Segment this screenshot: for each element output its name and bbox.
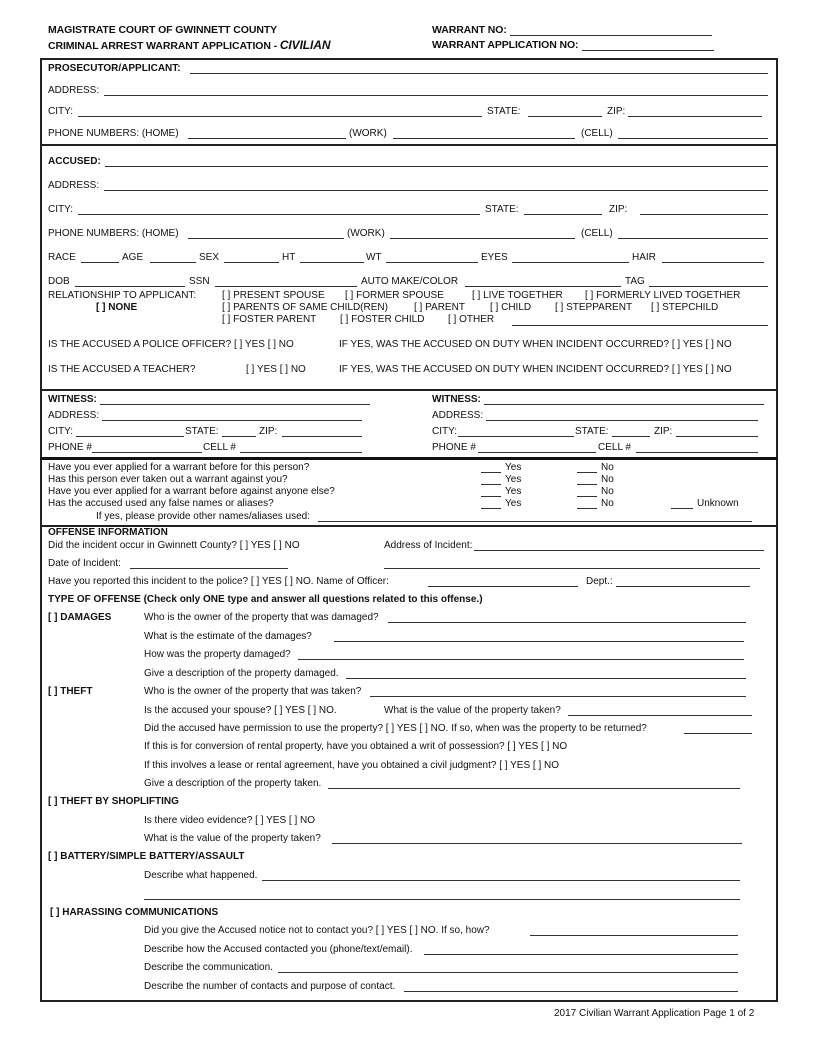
applicant-cell-field[interactable] — [618, 138, 768, 139]
accused-zip-label: ZIP: — [609, 204, 628, 215]
history-question: Has the accused used any false names or aliases? — [48, 498, 274, 509]
accused-work-field[interactable] — [390, 238, 575, 239]
witness2-phone-field[interactable] — [478, 452, 596, 453]
page-footer: 2017 Civilian Warrant Application Page 1 of 2 — [554, 1008, 755, 1019]
accused-state-field[interactable] — [524, 214, 602, 215]
accused-city-field[interactable] — [78, 214, 480, 215]
rel-none-checkbox[interactable]: [ ] NONE — [96, 302, 138, 313]
theft-spouse-question[interactable]: Is the accused your spouse? [ ] YES [ ] NO. — [144, 705, 337, 716]
section-divider — [40, 144, 778, 146]
witness1-zip-label: ZIP: — [259, 426, 278, 437]
harassing-communication-label: Describe the communication. — [144, 962, 273, 973]
officer-name-field[interactable] — [428, 586, 578, 587]
dob-field[interactable] — [75, 286, 185, 287]
warrant-no-field[interactable] — [510, 35, 712, 36]
rel-other-checkbox[interactable]: [ ] OTHER — [448, 314, 495, 325]
unknown-label: Unknown — [697, 498, 739, 509]
rel-child-checkbox[interactable]: [ ] CHILD — [490, 302, 532, 313]
theft-question: Who is the owner of the property that was taken? — [144, 686, 362, 697]
hair-label: HAIR — [632, 252, 656, 263]
damages-question: What is the estimate of the damages? — [144, 631, 312, 642]
witness2-name-field[interactable] — [484, 404, 764, 405]
witness2-address-label: ADDRESS: — [432, 410, 484, 421]
auto-field[interactable] — [465, 286, 621, 287]
theft-description-field[interactable] — [328, 788, 740, 789]
history-yes-field[interactable] — [481, 496, 501, 497]
rel-foster-parent-checkbox[interactable]: [ ] FOSTER PARENT — [222, 314, 317, 325]
ht-label: HT — [282, 252, 296, 263]
witness2-state-label: STATE: — [575, 426, 609, 437]
history-yes-field[interactable] — [481, 508, 501, 509]
race-label: RACE — [48, 252, 76, 263]
applicant-state-label: STATE: — [487, 106, 521, 117]
applicant-city-field[interactable] — [78, 116, 482, 117]
accused-cell-label: (CELL) — [581, 228, 613, 239]
shoplifting-checkbox[interactable]: [ ] THEFT BY SHOPLIFTING — [48, 796, 179, 807]
witness1-city-field[interactable] — [76, 436, 184, 437]
history-question: Have you ever applied for a warrant before for this person? — [48, 462, 310, 473]
history-unknown-field[interactable] — [671, 508, 693, 509]
witness2-label: WITNESS: — [432, 394, 481, 405]
witness1-name-field[interactable] — [100, 404, 370, 405]
accused-name-field[interactable] — [105, 166, 768, 167]
rel-stepparent-checkbox[interactable]: [ ] STEPPARENT — [555, 302, 633, 313]
age-field[interactable] — [150, 262, 196, 263]
form-title-civilian: CIVILIAN — [279, 38, 331, 52]
witness2-city-label: CITY: — [432, 426, 458, 437]
applicant-field[interactable] — [190, 73, 768, 74]
auto-label: AUTO MAKE/COLOR — [361, 276, 459, 287]
harassing-notice-field[interactable] — [530, 935, 738, 936]
battery-checkbox[interactable]: [ ] BATTERY/SIMPLE BATTERY/ASSAULT — [48, 851, 245, 862]
battery-describe-line2[interactable] — [144, 899, 740, 900]
eyes-field[interactable] — [512, 262, 629, 263]
witness1-phone-label: PHONE # — [48, 442, 92, 453]
police-officer-question[interactable]: IS THE ACCUSED A POLICE OFFICER? [ ] YES [ ] NO — [48, 339, 294, 350]
applicant-work-label: (WORK) — [349, 128, 387, 139]
witness1-state-label: STATE: — [185, 426, 219, 437]
applicant-city-label: CITY: — [48, 106, 74, 117]
teacher-on-duty-question[interactable]: IF YES, WAS THE ACCUSED ON DUTY WHEN INCIDENT OCCURRED? [ ] YES [ ] NO — [339, 364, 732, 375]
dept-label: Dept.: — [586, 576, 613, 587]
date-incident-label: Date of Incident: — [48, 558, 121, 569]
damages-owner-field[interactable] — [388, 622, 746, 623]
ssn-label: SSN — [189, 276, 210, 287]
rel-present-spouse-checkbox[interactable]: [ ] PRESENT SPOUSE — [222, 290, 325, 301]
witness1-city-label: CITY: — [48, 426, 74, 437]
ssn-field[interactable] — [215, 286, 357, 287]
history-no-field[interactable] — [577, 484, 597, 485]
witness2-phone-label: PHONE # — [432, 442, 476, 453]
theft-value-label: What is the value of the property taken? — [384, 705, 561, 716]
shoplifting-value-field[interactable] — [332, 843, 742, 844]
history-no-field[interactable] — [577, 496, 597, 497]
rel-parent-checkbox[interactable]: [ ] PARENT — [414, 302, 465, 313]
accused-address-label: ADDRESS: — [48, 180, 100, 191]
rel-formerly-lived-checkbox[interactable]: [ ] FORMERLY LIVED TOGETHER — [585, 290, 741, 301]
court-name: MAGISTRATE COURT OF GWINNETT COUNTY — [48, 24, 278, 36]
applicant-cell-label: (CELL) — [581, 128, 613, 139]
warrant-no-label: WARRANT NO: — [432, 24, 507, 36]
harassing-contacts-field[interactable] — [404, 991, 738, 992]
form-title-text: CRIMINAL ARREST WARRANT APPLICATION - — [48, 40, 280, 52]
warrant-app-no-label: WARRANT APPLICATION NO: — [432, 39, 579, 51]
damages-how-field[interactable] — [298, 659, 744, 660]
accused-phone-home-field[interactable] — [188, 238, 344, 239]
rel-parents-same-child-checkbox[interactable]: [ ] PARENTS OF SAME CHILD(REN) — [222, 302, 388, 313]
damages-estimate-field[interactable] — [334, 641, 744, 642]
history-question: Has this person ever taken out a warrant against you? — [48, 474, 288, 485]
witness2-cell-field[interactable] — [636, 452, 758, 453]
battery-describe-field[interactable] — [262, 880, 740, 881]
hair-field[interactable] — [662, 262, 764, 263]
damages-checkbox[interactable]: [ ] DAMAGES — [48, 612, 112, 623]
wt-label: WT — [366, 252, 382, 263]
section-divider — [40, 389, 778, 391]
theft-civil-judgment-question[interactable]: If this involves a lease or rental agreement, have you obtained a civil judgment? [ ] YES [ ] NO — [144, 760, 560, 771]
damages-question: Who is the owner of the property that was damaged? — [144, 612, 379, 623]
theft-permission-question[interactable]: Did the accused have permission to use the property? [ ] YES [ ] NO. If so, when was the property to be returned? — [144, 723, 647, 734]
witness1-cell-field[interactable] — [240, 452, 362, 453]
applicant-work-field[interactable] — [393, 138, 575, 139]
applicant-zip-field[interactable] — [628, 116, 762, 117]
teacher-yes-no[interactable]: [ ] YES [ ] NO — [246, 364, 306, 375]
theft-return-date-field[interactable] — [684, 733, 752, 734]
witness2-cell-label: CELL # — [598, 442, 631, 453]
no-label: No — [601, 474, 614, 485]
applicant-address-field[interactable] — [104, 95, 768, 96]
battery-describe-label: Describe what happened. — [144, 870, 258, 881]
damages-question: How was the property damaged? — [144, 649, 291, 660]
harassing-contact-method-label: Describe how the Accused contacted you (phone/text/email). — [144, 944, 413, 955]
witness1-address-field[interactable] — [102, 420, 362, 421]
tag-field[interactable] — [649, 286, 768, 287]
shoplifting-value-label: What is the value of the property taken? — [144, 833, 321, 844]
rel-other-field[interactable] — [512, 325, 768, 326]
address-incident-field[interactable] — [474, 550, 764, 551]
address-incident-label: Address of Incident: — [384, 540, 473, 551]
offense-type-heading: TYPE OF OFFENSE (Check only ONE type and answer all questions related to this offense.) — [48, 594, 483, 605]
damages-description-field[interactable] — [346, 678, 746, 679]
history-yes-field[interactable] — [481, 484, 501, 485]
yes-label: Yes — [505, 486, 522, 497]
no-label: No — [601, 462, 614, 473]
accused-address-field[interactable] — [104, 190, 768, 191]
dob-label: DOB — [48, 276, 70, 287]
witness1-zip-field[interactable] — [282, 436, 362, 437]
yes-label: Yes — [505, 462, 522, 473]
harassing-notice-question[interactable]: Did you give the Accused notice not to contact you? [ ] YES [ ] NO. If so, how? — [144, 925, 490, 936]
accused-label: ACCUSED: — [48, 156, 101, 167]
aliases-field[interactable] — [318, 521, 752, 522]
witness1-address-label: ADDRESS: — [48, 410, 100, 421]
history-question: Have you ever applied for a warrant before against anyone else? — [48, 486, 335, 497]
applicant-phone-home-field[interactable] — [188, 138, 346, 139]
witness2-city-field[interactable] — [458, 436, 574, 437]
history-no-field[interactable] — [577, 472, 597, 473]
accused-work-label: (WORK) — [347, 228, 385, 239]
yes-label: Yes — [505, 498, 522, 509]
race-field[interactable] — [81, 262, 119, 263]
harassing-contacts-label: Describe the number of contacts and purpose of contact. — [144, 981, 396, 992]
dept-field[interactable] — [616, 586, 750, 587]
eyes-label: EYES — [481, 252, 508, 263]
witness2-zip-field[interactable] — [676, 436, 758, 437]
teacher-question: IS THE ACCUSED A TEACHER? — [48, 364, 196, 375]
aliases-label: If yes, please provide other names/aliases used: — [96, 511, 311, 522]
applicant-label: PROSECUTOR/APPLICANT: — [48, 63, 181, 74]
sex-field[interactable] — [224, 262, 279, 263]
accused-zip-field[interactable] — [640, 214, 768, 215]
shoplifting-video-question[interactable]: Is there video evidence? [ ] YES [ ] NO — [144, 815, 316, 826]
warrant-app-no-field[interactable] — [582, 50, 714, 51]
ht-field[interactable] — [300, 262, 364, 263]
applicant-zip-label: ZIP: — [607, 106, 626, 117]
witness1-state-field[interactable] — [222, 436, 256, 437]
accused-city-label: CITY: — [48, 204, 74, 215]
form-title — [48, 38, 330, 52]
applicant-state-field[interactable] — [528, 116, 602, 117]
theft-description-label: Give a description of the property taken. — [144, 778, 322, 789]
wt-field[interactable] — [386, 262, 478, 263]
witness2-zip-label: ZIP: — [654, 426, 673, 437]
witness2-state-field[interactable] — [612, 436, 650, 437]
rel-foster-child-checkbox[interactable]: [ ] FOSTER CHILD — [340, 314, 425, 325]
date-incident-field[interactable] — [130, 568, 288, 569]
history-yes-field[interactable] — [481, 472, 501, 473]
accused-state-label: STATE: — [485, 204, 519, 215]
harassing-contact-method-field[interactable] — [424, 954, 738, 955]
theft-value-field[interactable] — [568, 715, 752, 716]
witness1-cell-label: CELL # — [203, 442, 236, 453]
witness1-label: WITNESS: — [48, 394, 97, 405]
witness2-address-field[interactable] — [486, 420, 758, 421]
harassing-communication-field[interactable] — [278, 972, 738, 973]
witness1-phone-field[interactable] — [92, 452, 202, 453]
theft-writ-question[interactable]: If this is for conversion of rental property, have you obtained a writ of possession? [ ] YES [ ] NO — [144, 741, 568, 752]
harassing-checkbox[interactable]: [ ] HARASSING COMMUNICATIONS — [50, 907, 219, 918]
theft-checkbox[interactable]: [ ] THEFT — [48, 686, 93, 697]
no-label: No — [601, 486, 614, 497]
section-divider — [40, 457, 778, 460]
police-on-duty-question[interactable]: IF YES, WAS THE ACCUSED ON DUTY WHEN INCIDENT OCCURRED? [ ] YES [ ] NO — [339, 339, 732, 350]
address-incident-line2[interactable] — [384, 568, 760, 569]
sex-label: SEX — [199, 252, 220, 263]
accused-cell-field[interactable] — [618, 238, 768, 239]
rel-live-together-checkbox[interactable]: [ ] LIVE TOGETHER — [472, 290, 563, 301]
tag-label: TAG — [625, 276, 645, 287]
rel-former-spouse-checkbox[interactable]: [ ] FORMER SPOUSE — [345, 290, 444, 301]
rel-stepchild-checkbox[interactable]: [ ] STEPCHILD — [651, 302, 719, 313]
reported-question[interactable]: Have you reported this incident to the police? [ ] YES [ ] NO. Name of Officer: — [48, 576, 389, 587]
relationship-label: RELATIONSHIP TO APPLICANT: — [48, 290, 197, 301]
applicant-address-label: ADDRESS: — [48, 85, 100, 96]
no-label: No — [601, 498, 614, 509]
theft-owner-field[interactable] — [370, 696, 746, 697]
accused-phone-home-label: PHONE NUMBERS: (HOME) — [48, 228, 179, 239]
history-no-field[interactable] — [577, 508, 597, 509]
age-label: AGE — [122, 252, 144, 263]
damages-question: Give a description of the property damaged. — [144, 668, 339, 679]
gwinnett-question[interactable]: Did the incident occur in Gwinnett County? [ ] YES [ ] NO — [48, 540, 300, 551]
yes-label: Yes — [505, 474, 522, 485]
applicant-phone-home-label: PHONE NUMBERS: (HOME) — [48, 128, 179, 139]
offense-heading: OFFENSE INFORMATION — [48, 527, 168, 538]
